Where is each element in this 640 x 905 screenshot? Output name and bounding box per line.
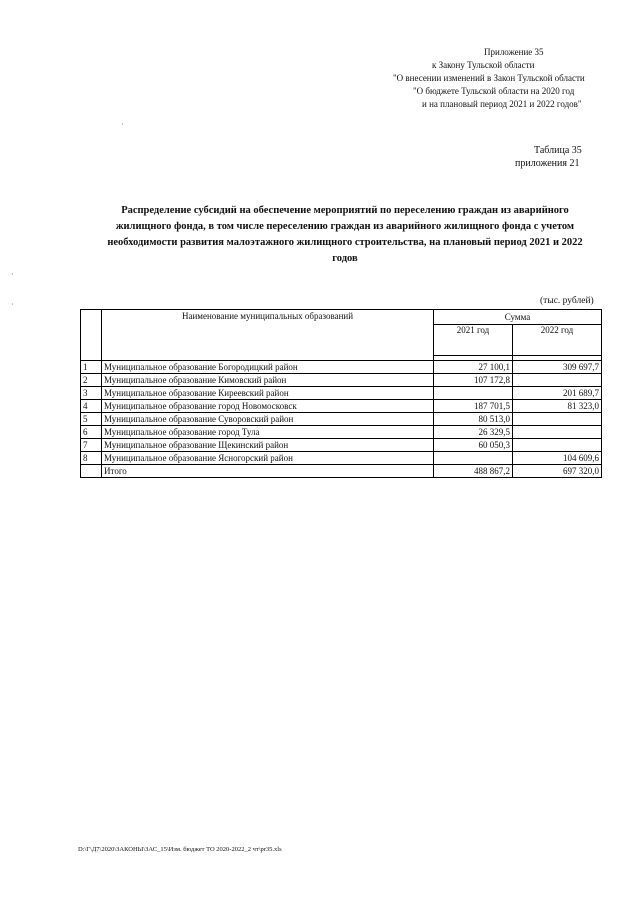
header-name: Наименование муниципальных образований bbox=[102, 310, 434, 361]
subsidy-table bbox=[80, 309, 602, 478]
annex-law-ref: к Закону Тульской области bbox=[432, 60, 535, 70]
municipality-name: Муниципальное образование город Тула bbox=[102, 426, 434, 439]
municipality-name: Муниципальное образование Суворовский район bbox=[102, 413, 434, 426]
total-municipality-name: Итого bbox=[102, 465, 434, 478]
table-total-row bbox=[81, 465, 602, 478]
table-row bbox=[81, 361, 602, 374]
row-number: 6 bbox=[81, 426, 102, 439]
row-number: 1 bbox=[81, 361, 102, 374]
municipality-name: Муниципальное образование Богородицкий район bbox=[102, 361, 434, 374]
amount-2021 bbox=[434, 452, 513, 465]
annex-law-title-1: "О внесении изменений в Закон Тульской области bbox=[393, 73, 585, 83]
amount-2021: 107 172,8 bbox=[434, 374, 513, 387]
amount-2021: 80 513,0 bbox=[434, 413, 513, 426]
units-label: (тыс. рублей) bbox=[540, 296, 594, 306]
municipality-name: Муниципальное образование город Новомосковск bbox=[102, 400, 434, 413]
row-number: 7 bbox=[81, 439, 102, 452]
municipality-name: Муниципальное образование Щекинский район bbox=[102, 439, 434, 452]
total-amount-2021: 488 867,2 bbox=[434, 465, 513, 478]
row-number: 4 bbox=[81, 400, 102, 413]
amount-2022 bbox=[513, 374, 602, 387]
amount-2022: 309 697,7 bbox=[513, 361, 602, 374]
table-row bbox=[81, 387, 602, 400]
table-row bbox=[81, 400, 602, 413]
row-number: 2 bbox=[81, 374, 102, 387]
scan-speck: · bbox=[11, 270, 14, 279]
amount-2021: 27 100,1 bbox=[434, 361, 513, 374]
row-number: 3 bbox=[81, 387, 102, 400]
table-row bbox=[81, 374, 602, 387]
total-row-number bbox=[81, 465, 102, 478]
municipality-name: Муниципальное образование Киреевский район bbox=[102, 387, 434, 400]
total-amount-2022: 697 320,0 bbox=[513, 465, 602, 478]
table-appendix-ref: приложения 21 bbox=[515, 158, 580, 169]
amount-2022 bbox=[513, 413, 602, 426]
amount-2022 bbox=[513, 439, 602, 452]
table-row bbox=[81, 439, 602, 452]
amount-2021 bbox=[434, 387, 513, 400]
table-row bbox=[81, 413, 602, 426]
annex-number: Приложение 35 bbox=[484, 47, 544, 57]
municipality-name: Муниципальное образование Ясногорский район bbox=[102, 452, 434, 465]
file-path-footer: D:\Г\Д7\2020\ЗАКОНЫ\ЗАС_15\Изм. бюджет ТО 2020-2022_2 чт\pr35.xls bbox=[78, 846, 282, 853]
amount-2022 bbox=[513, 426, 602, 439]
header-2022: 2022 год bbox=[513, 325, 602, 356]
scan-speck: · bbox=[121, 120, 124, 129]
amount-2021: 26 329,5 bbox=[434, 426, 513, 439]
table-row bbox=[81, 452, 602, 465]
row-number: 5 bbox=[81, 413, 102, 426]
amount-2021: 60 050,3 bbox=[434, 439, 513, 452]
header-number bbox=[81, 310, 102, 361]
amount-2022: 81 323,0 bbox=[513, 400, 602, 413]
annex-law-title-3: и на плановый период 2021 и 2022 годов" bbox=[422, 99, 582, 109]
scan-speck: · bbox=[11, 300, 14, 309]
table-number: Таблица 35 bbox=[534, 145, 582, 156]
amount-2022: 201 689,7 bbox=[513, 387, 602, 400]
municipality-name: Муниципальное образование Кимовский район bbox=[102, 374, 434, 387]
header-sum: Сумма bbox=[434, 310, 602, 325]
header-2021: 2021 год bbox=[434, 325, 513, 356]
annex-law-title-2: "О бюджете Тульской области на 2020 год bbox=[413, 86, 575, 96]
amount-2022: 104 609,6 bbox=[513, 452, 602, 465]
row-number: 8 bbox=[81, 452, 102, 465]
amount-2021: 187 701,5 bbox=[434, 400, 513, 413]
table-row bbox=[81, 426, 602, 439]
document-title: Распределение субсидий на обеспечение мероприятий по переселению граждан из аварийного жилищного фонда, в том числе переселению граждан из аварийного жилищного фонда с учетом необходимости развития малоэтажного жилищного строительства, на плановый период 2021 и 2022 годов bbox=[107, 205, 583, 264]
